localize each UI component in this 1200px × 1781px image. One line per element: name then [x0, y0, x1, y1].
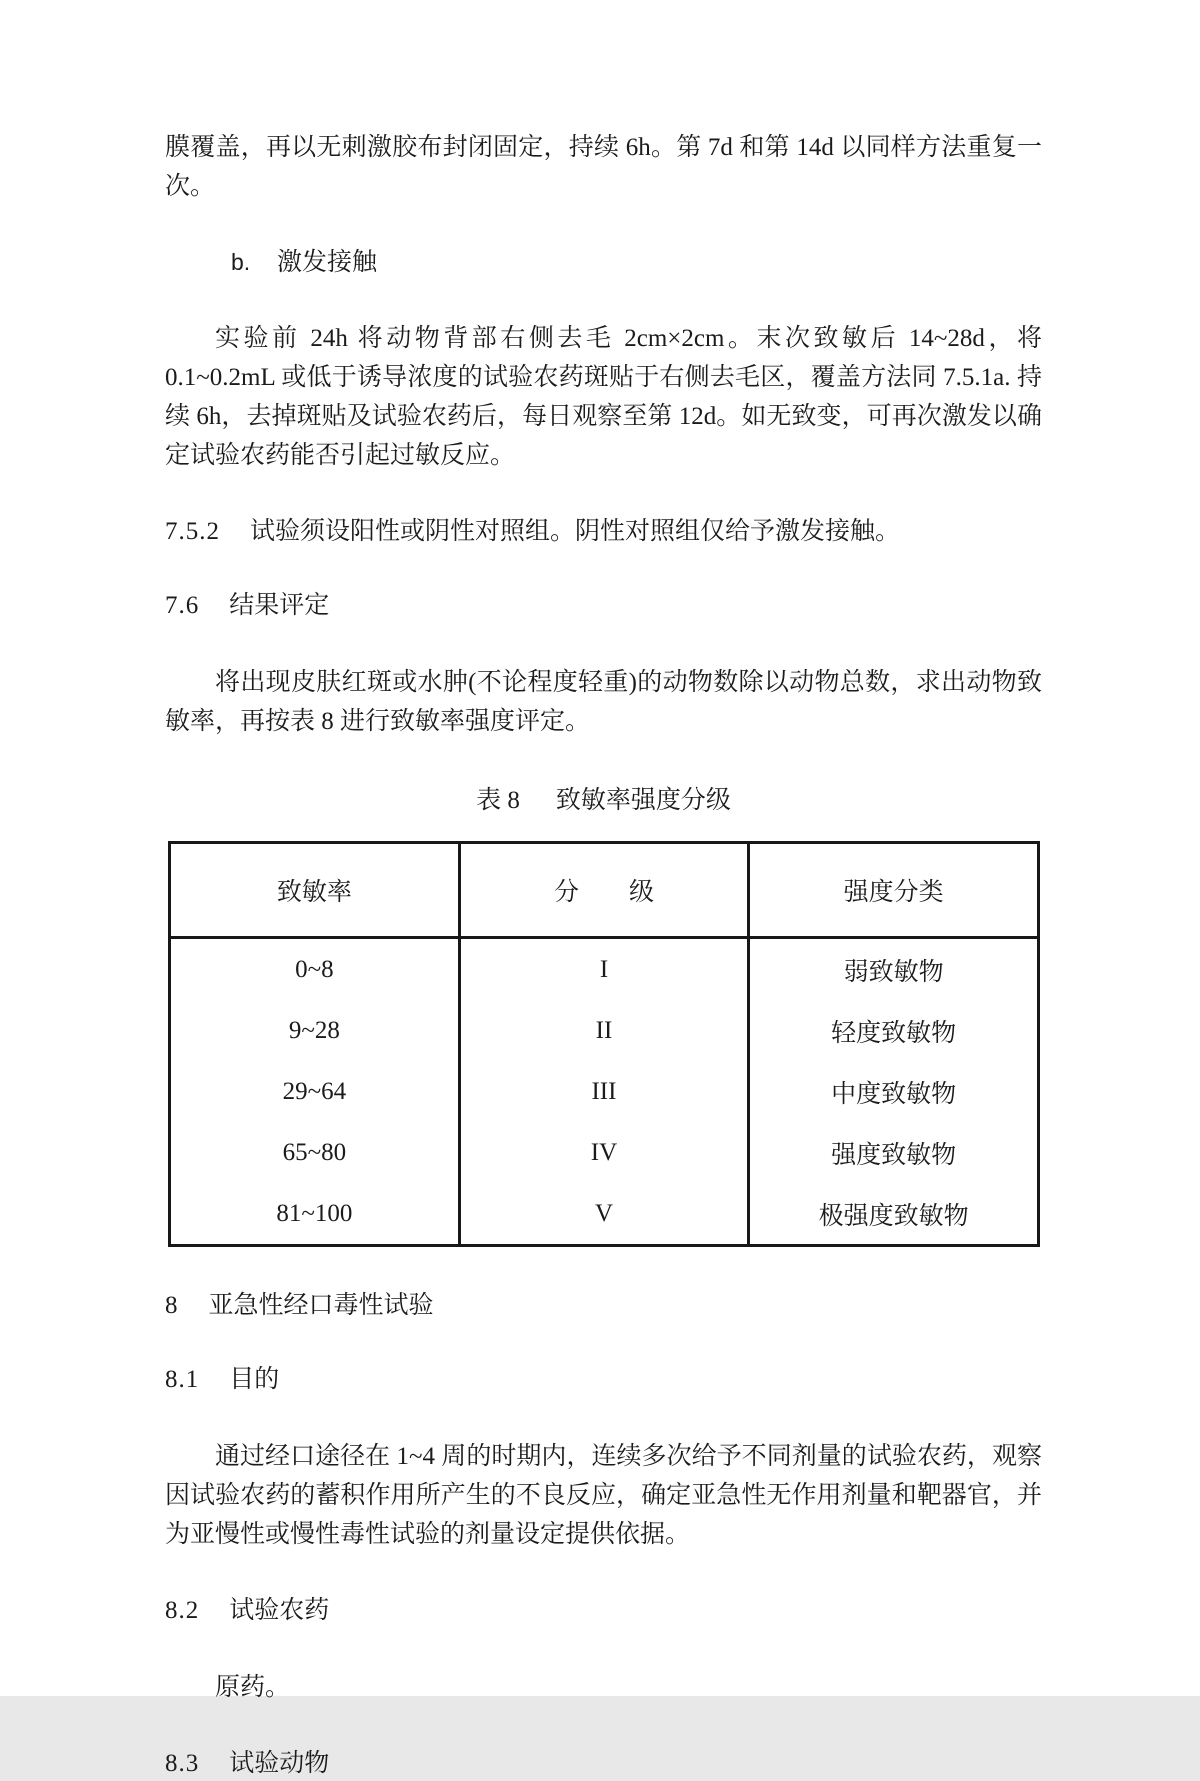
- list-item-label: 激发接触: [277, 249, 378, 276]
- table-cell: 中度致敏物: [749, 1061, 1039, 1122]
- section-number: 8.2: [165, 1597, 200, 1624]
- list-item-b: [165, 246, 1042, 279]
- table-body: [170, 938, 1039, 1246]
- section-heading-8-1: [165, 1363, 1042, 1397]
- table-caption: [165, 785, 1042, 817]
- paragraph-continuation: 膜覆盖，再以无刺激胶布封闭固定，持续 6h。第 7d 和第 14d 以同样方法重复一次。: [165, 134, 1042, 200]
- paragraph-challenge-exposure: 实验前 24h 将动物背部右侧去毛 2cm×2cm。末次致敏后 14~28d，将 0.1~0.2mL 或低于诱导浓度的试验农药斑贴于右侧去毛区，覆盖方法同 7.5.1a. 持续 6h，去掉斑贴及试验农药后，每日观察至第 12d。如无致变，可再次激发以确定试验农药能否引起过敏反应。: [165, 325, 1042, 469]
- table-cell: 9~28: [170, 1000, 460, 1061]
- section-title: 目的: [229, 1366, 280, 1393]
- table-cell: 0~8: [170, 938, 460, 1001]
- table-cell: 29~64: [170, 1061, 460, 1122]
- paragraph-result-evaluation: 将出现皮肤红斑或水肿(不论程度轻重)的动物数除以动物总数，求出动物致敏率，再按表 8 进行致敏率强度评定。: [165, 669, 1042, 735]
- table-row: [170, 1000, 1039, 1061]
- section-number: 8.3: [165, 1750, 200, 1777]
- column-header-class: 强度分类: [749, 843, 1039, 938]
- section-number: 7.5.2: [165, 518, 220, 545]
- table-title: 致敏率强度分级: [555, 787, 731, 814]
- paragraph-test-pesticide: 原药。: [215, 1674, 291, 1701]
- table-cell: I: [459, 938, 749, 1001]
- paragraph-purpose: 通过经口途径在 1~4 周的时期内，连续多次给予不同剂量的试验农药，观察因试验农药的蓄积作用所产生的不良反应，确定亚急性无作用剂量和靶器官，并为亚慢性或慢性毒性试验的剂量设定提供依据。: [165, 1443, 1042, 1548]
- table-cell: 81~100: [170, 1183, 460, 1246]
- table-row: [170, 938, 1039, 1001]
- table-cell: IV: [459, 1122, 749, 1183]
- section-heading-8: [165, 1289, 1042, 1323]
- section-title: 试验动物: [229, 1750, 330, 1777]
- section-7-5-2: [165, 515, 1042, 549]
- table-row: [170, 1122, 1039, 1183]
- section-text: 试验须设阳性或阴性对照组。阴性对照组仅给予激发接触。: [250, 518, 901, 545]
- sensitization-grade-table: [168, 841, 1040, 1247]
- table-cell: 轻度致敏物: [749, 1000, 1039, 1061]
- column-header-grade: 分 级: [459, 843, 749, 938]
- table-cell: 弱致敏物: [749, 938, 1039, 1001]
- section-heading-7-6: [165, 589, 1042, 623]
- table-cell: III: [459, 1061, 749, 1122]
- section-number: 7.6: [165, 592, 200, 619]
- section-heading-8-2: [165, 1594, 1042, 1628]
- table-row: [170, 1061, 1039, 1122]
- section-title: 试验农药: [229, 1597, 330, 1624]
- section-title: 亚急性经口毒性试验: [208, 1292, 434, 1319]
- column-header-rate: 致敏率: [170, 843, 460, 938]
- table-cell: V: [459, 1183, 749, 1246]
- section-heading-8-3: [165, 1747, 1042, 1781]
- table-header-row: [170, 843, 1039, 938]
- table-cell: II: [459, 1000, 749, 1061]
- section-title: 结果评定: [229, 592, 330, 619]
- table-cell: 65~80: [170, 1122, 460, 1183]
- table-header: [170, 843, 1039, 938]
- table-number: 表 8: [476, 787, 520, 814]
- section-number: 8: [165, 1292, 179, 1319]
- table-row: [170, 1183, 1039, 1246]
- table-cell: 极强度致敏物: [749, 1183, 1039, 1246]
- table-cell: 强度致敏物: [749, 1122, 1039, 1183]
- section-number: 8.1: [165, 1366, 200, 1393]
- list-item-marker: b.: [231, 249, 251, 275]
